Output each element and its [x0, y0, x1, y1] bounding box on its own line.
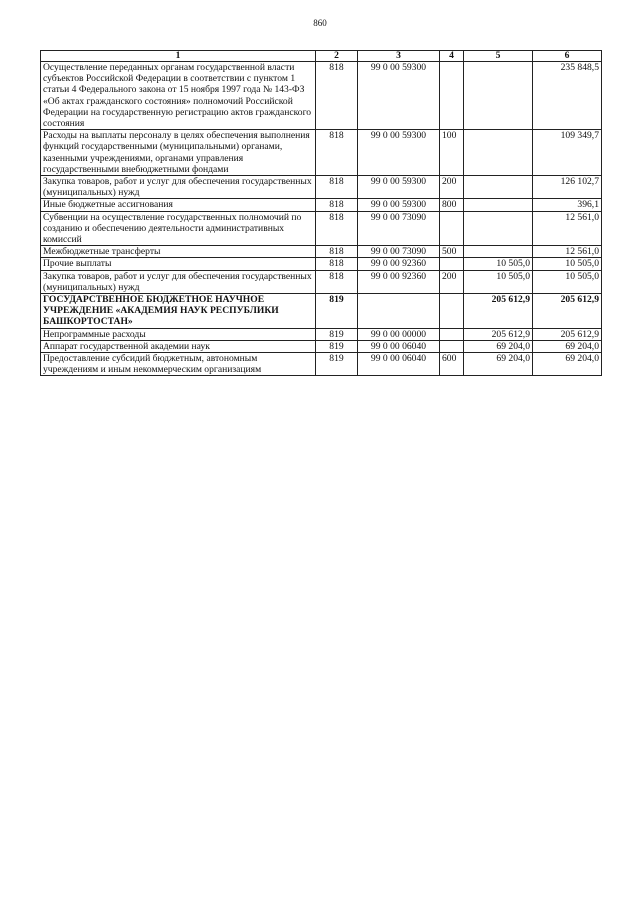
- row-name-cell: ГОСУДАРСТВЕННОЕ БЮДЖЕТНОЕ НАУЧНОЕ УЧРЕЖДЕНИЕ «АКАДЕМИЯ НАУК РЕСПУБЛИКИ БАШКОРТОСТАН»: [41, 294, 316, 329]
- row-target-code-cell: 99 0 00 92360: [358, 270, 440, 293]
- row-expense-type-cell: 600: [440, 353, 464, 376]
- table-row: [41, 130, 602, 176]
- row-name-cell: Непрограммные расходы: [41, 328, 316, 340]
- row-name-cell: Иные бюджетные ассигнования: [41, 199, 316, 211]
- row-amount-col5-cell: 69 204,0: [464, 353, 533, 376]
- row-target-code-cell: 99 0 00 00000: [358, 328, 440, 340]
- row-amount-col6-cell: 396,1: [533, 199, 602, 211]
- row-expense-type-cell: 800: [440, 199, 464, 211]
- row-target-code-cell: 99 0 00 59300: [358, 199, 440, 211]
- row-target-code-cell: 99 0 00 06040: [358, 353, 440, 376]
- row-expense-type-cell: 100: [440, 130, 464, 176]
- row-amount-col6-cell: 69 204,0: [533, 340, 602, 352]
- row-expense-type-cell: [440, 211, 464, 246]
- row-department-cell: 818: [316, 130, 358, 176]
- table-row: [41, 270, 602, 293]
- row-amount-col5-cell: 205 612,9: [464, 294, 533, 329]
- row-name-cell: Прочие выплаты: [41, 258, 316, 270]
- row-amount-col5-cell: [464, 130, 533, 176]
- row-amount-col6-cell: 205 612,9: [533, 294, 602, 329]
- row-amount-col5-cell: 205 612,9: [464, 328, 533, 340]
- row-target-code-cell: 99 0 00 59300: [358, 62, 440, 130]
- table-body: [41, 62, 602, 376]
- row-target-code-cell: [358, 294, 440, 329]
- row-amount-col6-cell: 205 612,9: [533, 328, 602, 340]
- row-amount-col6-cell: 12 561,0: [533, 246, 602, 258]
- row-target-code-cell: 99 0 00 59300: [358, 130, 440, 176]
- table-row: [41, 340, 602, 352]
- table-row: [41, 199, 602, 211]
- table-row: [41, 62, 602, 130]
- row-name-cell: Субвенции на осуществление государственных полномочий по созданию и обеспечению деятельности административных комиссий: [41, 211, 316, 246]
- row-department-cell: 819: [316, 340, 358, 352]
- row-department-cell: 818: [316, 62, 358, 130]
- column-header: 2: [316, 51, 358, 62]
- row-name-cell: Предоставление субсидий бюджетным, автономным учреждениям и иным некоммерческим организациям: [41, 353, 316, 376]
- table-row: [41, 246, 602, 258]
- row-amount-col6-cell: 109 349,7: [533, 130, 602, 176]
- row-department-cell: 818: [316, 258, 358, 270]
- table-row: [41, 328, 602, 340]
- row-amount-col6-cell: 10 505,0: [533, 270, 602, 293]
- row-name-cell: Закупка товаров, работ и услуг для обеспечения государственных (муниципальных) нужд: [41, 176, 316, 199]
- row-expense-type-cell: [440, 328, 464, 340]
- row-department-cell: 818: [316, 211, 358, 246]
- row-amount-col5-cell: 10 505,0: [464, 258, 533, 270]
- column-header: 6: [533, 51, 602, 62]
- row-name-cell: Межбюджетные трансферты: [41, 246, 316, 258]
- table-row: [41, 294, 602, 329]
- row-expense-type-cell: [440, 258, 464, 270]
- row-target-code-cell: 99 0 00 73090: [358, 246, 440, 258]
- row-department-cell: 819: [316, 353, 358, 376]
- row-target-code-cell: 99 0 00 59300: [358, 176, 440, 199]
- table-row: [41, 353, 602, 376]
- row-amount-col6-cell: 235 848,5: [533, 62, 602, 130]
- row-target-code-cell: 99 0 00 06040: [358, 340, 440, 352]
- row-name-cell: Осуществление переданных органам государственной власти субъектов Российской Федерации в соответствии с пунктом 1 статьи 4 Федерального закона от 15 ноября 1997 года № 143-ФЗ «Об актах гражданского состояния» полномочий Российской Федерации на государственную регистрацию актов гражданского состояния: [41, 62, 316, 130]
- table-header-row: [41, 51, 602, 62]
- row-expense-type-cell: [440, 294, 464, 329]
- row-department-cell: 818: [316, 270, 358, 293]
- page-number: 860: [313, 18, 327, 28]
- row-expense-type-cell: 200: [440, 176, 464, 199]
- row-amount-col6-cell: 10 505,0: [533, 258, 602, 270]
- row-amount-col5-cell: 69 204,0: [464, 340, 533, 352]
- row-target-code-cell: 99 0 00 92360: [358, 258, 440, 270]
- table-row: [41, 176, 602, 199]
- column-header: 4: [440, 51, 464, 62]
- row-department-cell: 818: [316, 176, 358, 199]
- column-header: 3: [358, 51, 440, 62]
- row-expense-type-cell: 500: [440, 246, 464, 258]
- row-department-cell: 818: [316, 246, 358, 258]
- row-department-cell: 818: [316, 199, 358, 211]
- row-amount-col6-cell: 12 561,0: [533, 211, 602, 246]
- row-amount-col5-cell: 10 505,0: [464, 270, 533, 293]
- row-name-cell: Закупка товаров, работ и услуг для обеспечения государственных (муниципальных) нужд: [41, 270, 316, 293]
- row-name-cell: Аппарат государственной академии наук: [41, 340, 316, 352]
- row-department-cell: 819: [316, 294, 358, 329]
- column-header: 1: [41, 51, 316, 62]
- table-row: [41, 258, 602, 270]
- row-amount-col5-cell: [464, 62, 533, 130]
- row-amount-col6-cell: 69 204,0: [533, 353, 602, 376]
- row-expense-type-cell: [440, 62, 464, 130]
- row-expense-type-cell: 200: [440, 270, 464, 293]
- row-amount-col6-cell: 126 102,7: [533, 176, 602, 199]
- table-row: [41, 211, 602, 246]
- row-amount-col5-cell: [464, 211, 533, 246]
- row-expense-type-cell: [440, 340, 464, 352]
- column-header: 5: [464, 51, 533, 62]
- row-name-cell: Расходы на выплаты персоналу в целях обеспечения выполнения функций государственными (муниципальными) органами, казенными учреждениями, органами управления государственными внебюджетными фондами: [41, 130, 316, 176]
- row-department-cell: 819: [316, 328, 358, 340]
- row-amount-col5-cell: [464, 199, 533, 211]
- row-amount-col5-cell: [464, 176, 533, 199]
- row-amount-col5-cell: [464, 246, 533, 258]
- budget-table: [40, 50, 602, 376]
- row-target-code-cell: 99 0 00 73090: [358, 211, 440, 246]
